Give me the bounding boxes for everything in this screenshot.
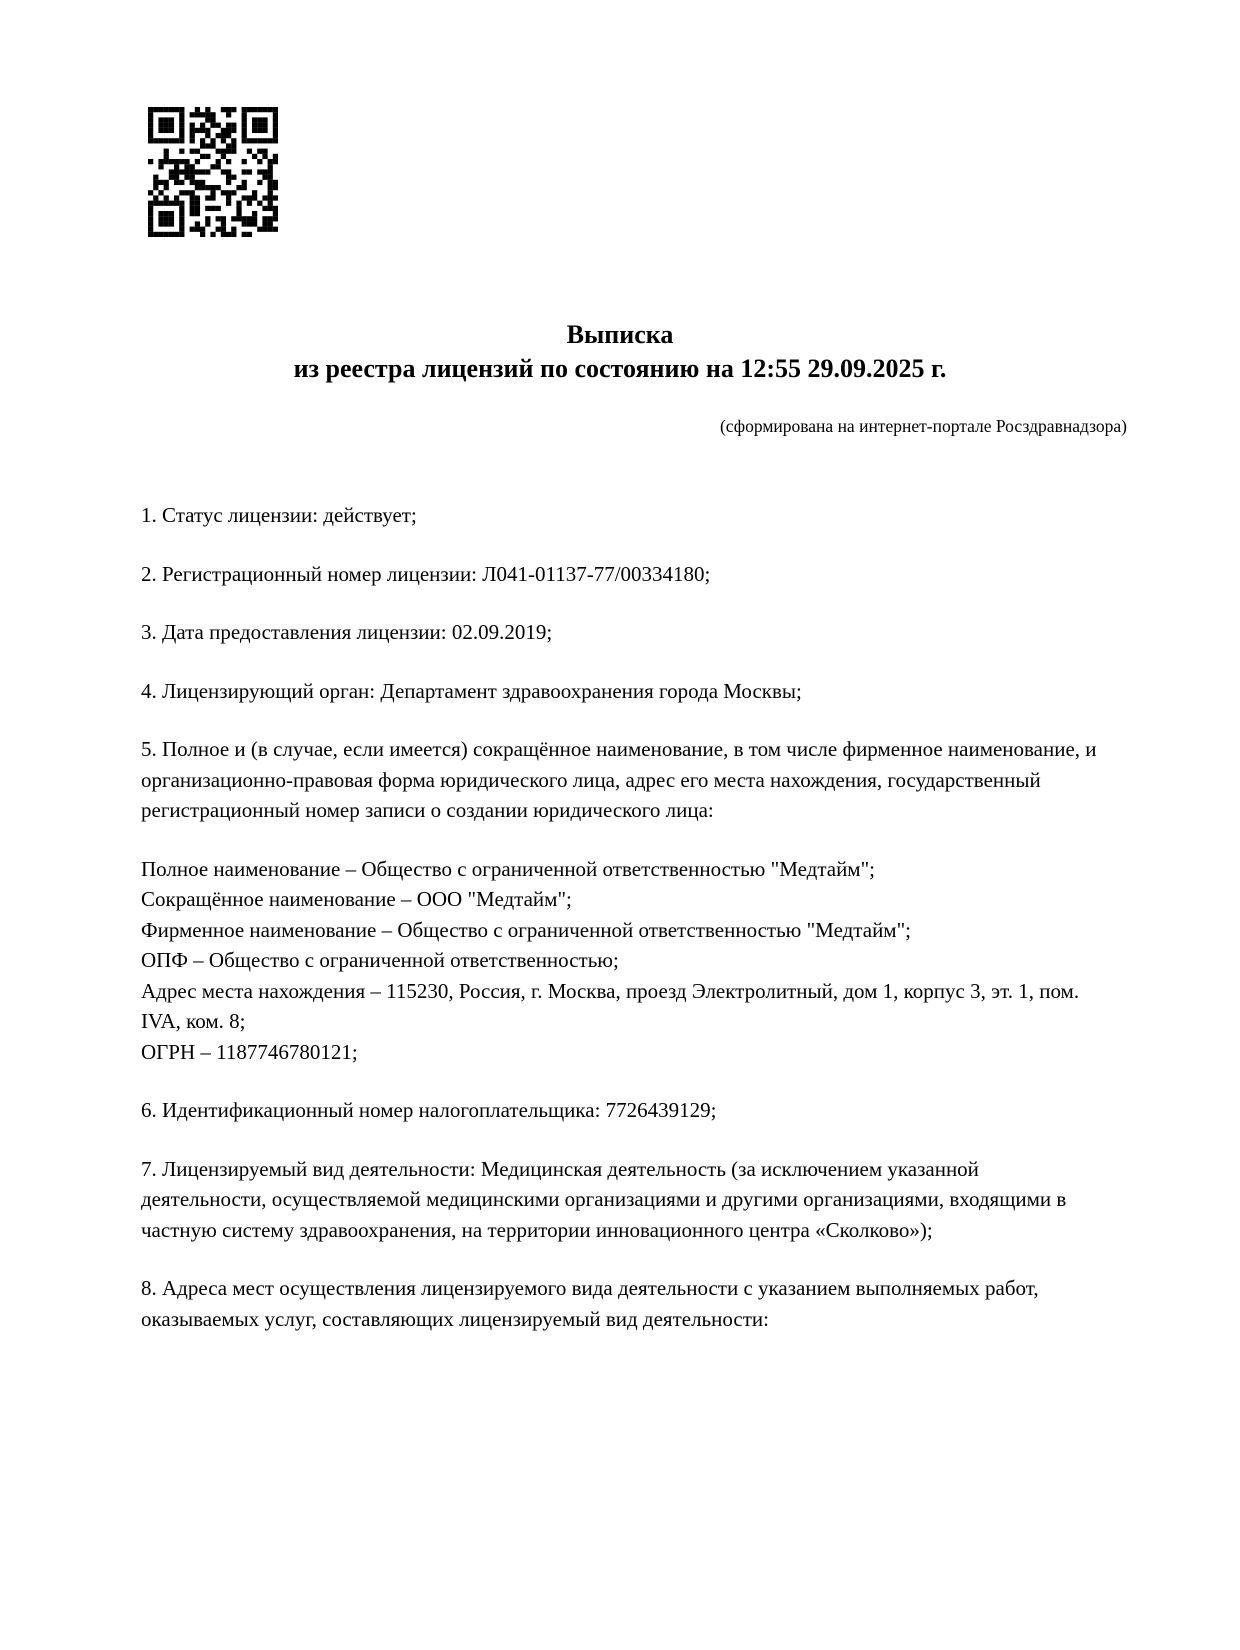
document-title (0, 318, 1240, 386)
title-line-1: Выписка (566, 320, 674, 349)
item-registration-number: 2. Регистрационный номер лицензии: Л041-01137-77/00334180; (141, 561, 711, 586)
title-line-2: из реестра лицензий по состоянию на 12:55 29.09.2025 г. (293, 354, 947, 383)
item-license-date: 3. Дата предоставления лицензии: 02.09.2019; (141, 620, 553, 644)
item-inn: 6. Идентификационный номер налогоплательщика: 7726439129; (141, 1098, 717, 1122)
item-license-status: 1. Статус лицензии: действует; (141, 503, 417, 527)
entity-full-name: Полное наименование – Общество с ограниченной ответственностью "Медтайм"; (141, 856, 876, 881)
entity-ogrn: ОГРН – 1187746780121; (141, 1039, 358, 1064)
entity-brand-name: Фирменное наименование – Общество с ограниченной ответственностью "Медтайм"; (141, 917, 911, 942)
document-body (141, 500, 1109, 1362)
document-subtitle: (сформирована на интернет-портале Росздравнадзора) (719, 416, 1127, 436)
item-licensing-authority: 4. Лицензирующий орган: Департамент здравоохранения города Москвы; (141, 678, 802, 703)
entity-address: Адрес места нахождения – 115230, Россия, г. Москва, проезд Электролитный, дом 1, корпус 3, эт. 1, пом. IVA, ком. 8; (141, 978, 1080, 1033)
entity-legal-form: ОПФ – Общество с ограниченной ответственностью; (141, 948, 619, 972)
entity-short-name: Сокращённое наименование – ООО "Медтайм"; (141, 887, 572, 911)
item-activity-addresses: 8. Адреса мест осуществления лицензируемого вида деятельности с указанием выполняемых работ, оказываемых услуг, составляющих лицензируемый вид деятельности: (141, 1276, 1039, 1331)
qr-code-icon (148, 107, 278, 237)
item-entity-intro: 5. Полное и (в случае, если имеется) сокращённое наименование, в том числе фирменное наименование, и организационно-правовая форма юридического лица, адрес его места нахождения, государственный регистрационный номер записи о создании юридического лица: (141, 737, 1097, 822)
item-licensed-activity: 7. Лицензируемый вид деятельности: Медицинская деятельность (за исключением указанной деятельности, осуществляемой медицинскими организациями и другими организациями, входящими в частную систему здравоохранения, на территории инновационного центра «Сколково»); (141, 1156, 1067, 1242)
entity-details-block (141, 854, 1109, 1068)
